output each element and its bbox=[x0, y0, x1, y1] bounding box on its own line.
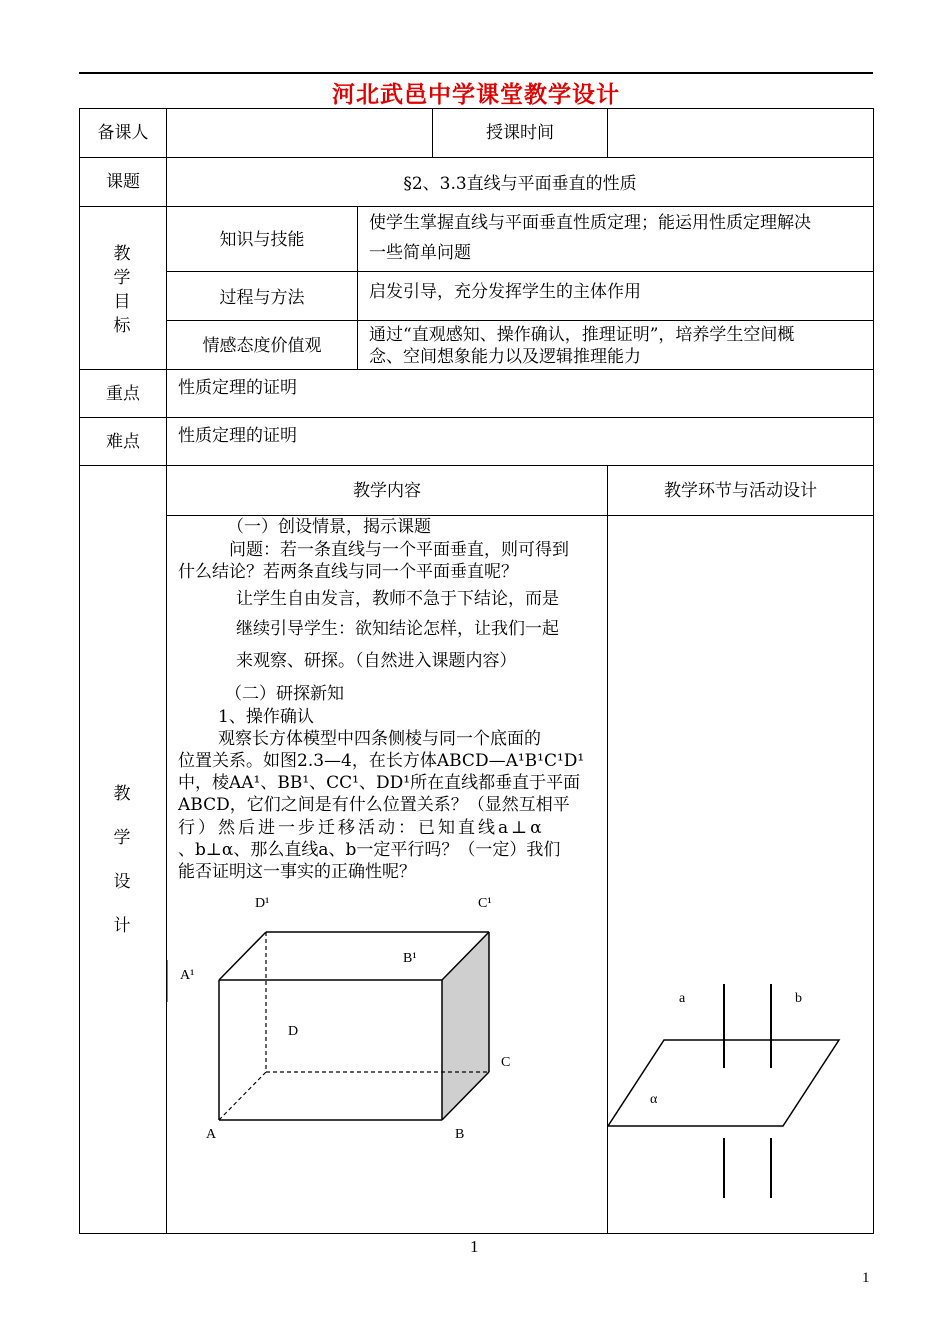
section-two-heading: （二）研探新知 bbox=[225, 684, 344, 704]
cuboid-hidden-edge bbox=[219, 1072, 266, 1120]
label-c1: C¹ bbox=[478, 896, 492, 911]
difficult-point-value: 性质定理的证明 bbox=[178, 426, 297, 446]
page-title: 河北武邑中学课堂教学设计 bbox=[332, 81, 620, 108]
objective-knowledge-label: 知识与技能 bbox=[219, 230, 305, 250]
key-point-value: 性质定理的证明 bbox=[178, 378, 297, 398]
design-label: 教 学 设 计 bbox=[113, 784, 131, 936]
label-b1: B¹ bbox=[403, 951, 417, 966]
objective-process-label: 过程与方法 bbox=[219, 288, 305, 308]
label-line-a: a bbox=[679, 991, 686, 1006]
section-one-heading: （一）创设情景，揭示课题 bbox=[227, 517, 431, 537]
difficult-point-label: 难点 bbox=[106, 432, 140, 452]
label-line-b: b bbox=[795, 991, 802, 1006]
top-rule bbox=[79, 72, 873, 74]
objectives-label: 教 学 目 标 bbox=[113, 244, 131, 336]
objective-attitude-label: 情感态度价值观 bbox=[202, 336, 322, 356]
topic-label: 课题 bbox=[106, 172, 140, 192]
label-d1: D¹ bbox=[255, 896, 270, 911]
page-number-center: 1 bbox=[470, 1237, 479, 1256]
cuboid-edge bbox=[219, 932, 266, 980]
content-column-header: 教学内容 bbox=[353, 481, 421, 501]
objective-process-text: 启发引导，充分发挥学生的主体作用 bbox=[369, 282, 641, 302]
activity-column-header: 教学环节与活动设计 bbox=[664, 481, 817, 501]
objective-attitude-text: 通过“直观感知、操作确认，推理证明”，培养学生空间概 念、空间想象能力以及逻辑推理能力 bbox=[369, 325, 795, 367]
time-label: 授课时间 bbox=[486, 123, 554, 143]
plane-figure bbox=[607, 980, 873, 1210]
teacher-label: 备课人 bbox=[97, 123, 149, 143]
label-a: A bbox=[206, 1127, 217, 1142]
label-d: D bbox=[288, 1024, 299, 1039]
label-a1: A¹ bbox=[180, 968, 195, 983]
label-b: B bbox=[455, 1127, 465, 1142]
label-c: C bbox=[501, 1055, 511, 1070]
page-number-right: 1 bbox=[862, 1270, 870, 1286]
cuboid-right-face bbox=[442, 932, 489, 1120]
objective-knowledge-text: 使学生掌握直线与平面垂直性质定理；能运用性质定理解决 一些简单问题 bbox=[369, 213, 811, 263]
key-point-label: 重点 bbox=[106, 384, 140, 404]
label-plane-alpha: α bbox=[650, 1092, 658, 1107]
topic-value: §2、3.3直线与平面垂直的性质 bbox=[403, 174, 637, 194]
cuboid-figure bbox=[166, 890, 606, 1170]
